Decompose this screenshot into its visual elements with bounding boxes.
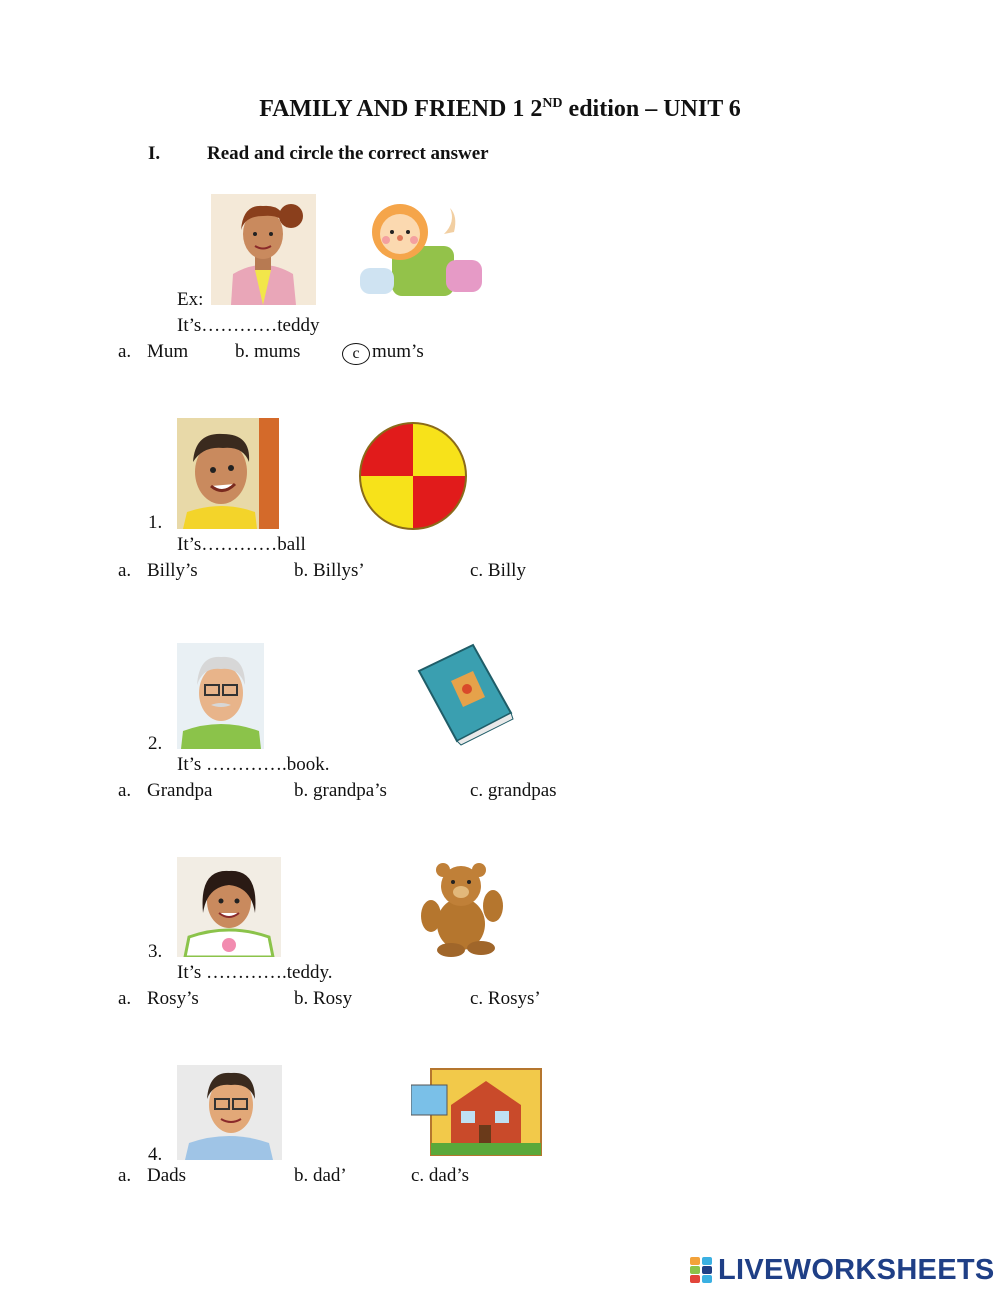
mum-picture: [211, 194, 316, 305]
question-2-sentence: It’s ………….book.: [177, 754, 330, 775]
question-1-option-a-letter: a.: [118, 560, 132, 581]
question-3-option-c[interactable]: c. Rosys’: [470, 988, 541, 1009]
grandpa-picture: [177, 643, 264, 749]
question-4-option-b[interactable]: b. dad’: [294, 1165, 347, 1186]
question-2-option-a[interactable]: Grandpa: [147, 780, 213, 801]
title-rest: edition – UNIT 6: [562, 96, 741, 122]
question-4-option-c[interactable]: c. dad’s: [411, 1165, 470, 1186]
ball-picture: [353, 421, 472, 531]
question-1-option-a[interactable]: Billy’s: [147, 560, 198, 581]
question-3-sentence: It’s ………….teddy.: [177, 962, 333, 983]
question-1-number: 1.: [148, 512, 163, 533]
question-1-sentence: It’s…………ball: [177, 534, 306, 555]
section-number: I.: [148, 143, 161, 164]
worksheet-title: [0, 96, 1000, 123]
example-circled-answer[interactable]: c: [342, 343, 370, 365]
book-picture: [411, 641, 516, 746]
example-option-c[interactable]: mum’s: [372, 341, 424, 362]
section-heading: Read and circle the correct answer: [207, 143, 489, 164]
example-option-b[interactable]: b. mums: [235, 341, 301, 362]
question-3-option-a-letter: a.: [118, 988, 132, 1009]
question-3-option-a[interactable]: Rosy’s: [147, 988, 199, 1009]
teddy-doll-picture: [352, 198, 499, 304]
question-4-number: 4.: [148, 1144, 163, 1165]
liveworksheets-logo-icon: [690, 1257, 714, 1283]
title-main: FAMILY AND FRIEND 1 2: [259, 96, 543, 122]
question-2-number: 2.: [148, 733, 163, 754]
example-option-a-letter: a.: [118, 341, 132, 362]
question-2-option-b[interactable]: b. grandpa’s: [294, 780, 387, 801]
question-1-option-b[interactable]: b. Billys’: [294, 560, 365, 581]
question-4-option-a-letter: a.: [118, 1165, 132, 1186]
question-4-option-a[interactable]: Dads: [147, 1165, 187, 1186]
puzzle-picture: [411, 1065, 544, 1162]
example-label: Ex:: [177, 289, 204, 310]
example-option-a[interactable]: Mum: [147, 341, 189, 362]
liveworksheets-logo-text: LIVEWORKSHEETS: [718, 1253, 995, 1286]
question-1-option-c[interactable]: c. Billy: [470, 560, 526, 581]
title-superscript: ND: [542, 96, 563, 111]
question-2-option-c[interactable]: c. grandpas: [470, 780, 557, 801]
question-2-option-a-letter: a.: [118, 780, 132, 801]
example-sentence: It’s…………teddy: [177, 315, 320, 336]
question-3-option-b[interactable]: b. Rosy: [294, 988, 353, 1009]
question-3-number: 3.: [148, 941, 163, 962]
rosy-picture: [177, 857, 281, 957]
liveworksheets-logo: [690, 1253, 995, 1287]
billy-picture: [177, 418, 279, 529]
teddy-bear-picture: [411, 856, 508, 957]
dad-picture: [177, 1065, 282, 1160]
